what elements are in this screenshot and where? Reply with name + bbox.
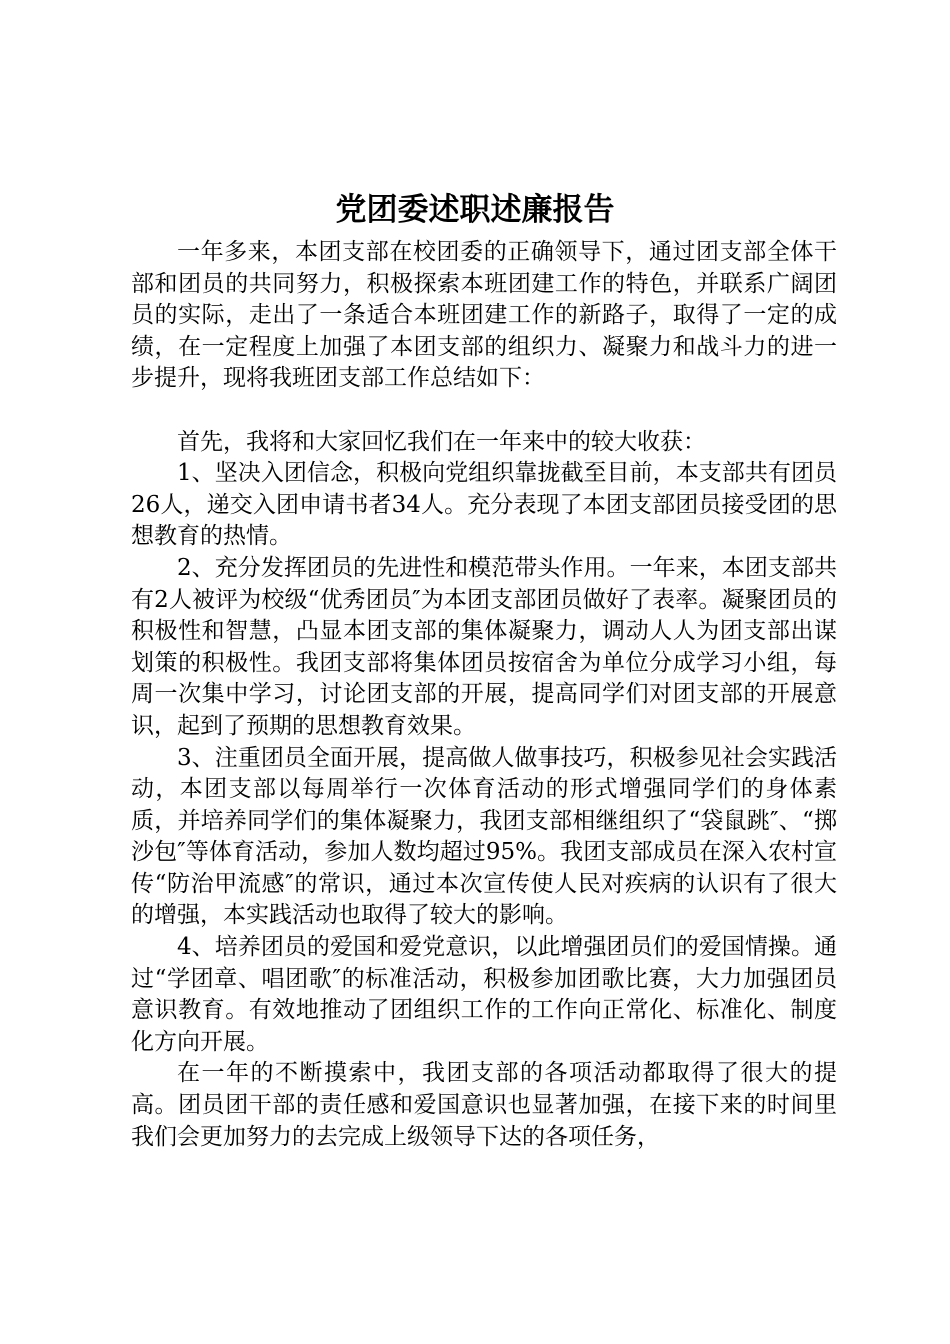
paragraph-intro: 一年多来，本团支部在校团委的正确领导下，通过团支部全体干部和团员的共同努力，积极探索本班团建工作的特色，并联系广阔团员的实际，走出了一条适合本班团建工作的新路子，取得了一定的成绩，在一定程度上加强了本团支部的组织力、凝聚力和战斗力的进一步提升，现将我班团支部工作总结如下： (131, 239, 837, 392)
paragraph-conclusion: 在一年的不断摸索中，我团支部的各项活动都取得了很大的提高。团员团干部的责任感和爱国意识也显著加强，在接下来的时间里我们会更加努力的去完成上级领导下达的各项任务， (131, 1060, 837, 1150)
paragraph-harvest-intro: 首先，我将和大家回忆我们在一年来中的较大收获： (177, 428, 706, 455)
paragraph-item-3: 3、注重团员全面开展，提高做人做事技巧，积极参见社会实践活动，本团支部以每周举行一次体育活动的形式增强同学们的身体素质，并培养同学们的集体凝聚力，我团支部相继组织了“袋鼠跳″、“掷沙包″等体育活动，参加人数均超过95%。我团支部成员在深入农村宣传“防治甲流感″的常识，通过本次宣传使人民对疾病的认识有了很大的增强，本实践活动也取得了较大的影响。 (131, 744, 837, 929)
paragraph-item-4: 4、培养团员的爱国和爱党意识，以此增强团员们的爱国情操。通过“学团章、唱团歌″的标准活动，积极参加团歌比赛，大力加强团员意识教育。有效地推动了团组织工作的工作向正常化、标准化、制度化方向开展。 (131, 934, 837, 1055)
paragraph-item-1: 1、坚决入团信念，积极向党组织靠拢截至目前，本支部共有团员26人，递交入团申请书者34人。充分表现了本团支部团员接受团的思想教育的热情。 (131, 460, 837, 550)
document-body (131, 237, 837, 1153)
document-title: 党团委述职述廉报告 (335, 192, 615, 228)
paragraph-item-2: 2、充分发挥团员的先进性和模范带头作用。一年来，本团支部共有2人被评为校级“优秀团员″为本团支部团员做好了表率。凝聚团员的积极性和智慧，凸显本团支部的集体凝聚力，调动人人为团支部出谋划策的积极性。我团支部将集体团员按宿舍为单位分成学习小组，每周一次集中学习，讨论团支部的开展，提高同学们对团支部的开展意识，起到了预期的思想教育效果。 (131, 554, 837, 739)
